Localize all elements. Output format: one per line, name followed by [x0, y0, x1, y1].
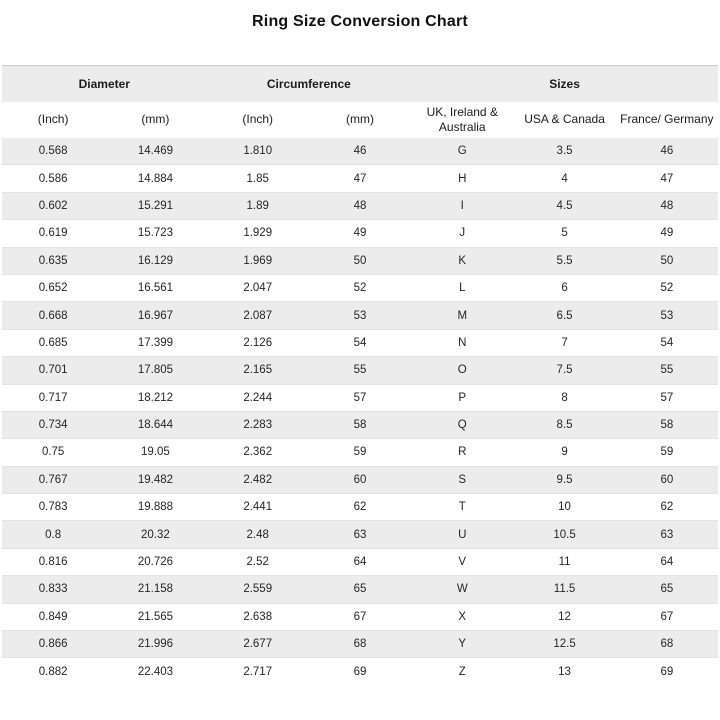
table-cell: H — [411, 165, 513, 192]
table-cell: U — [411, 521, 513, 548]
table-cell: 16.129 — [104, 247, 206, 274]
table-cell: 10 — [513, 494, 615, 521]
table-cell: 0.717 — [2, 384, 104, 411]
table-body — [2, 138, 718, 686]
table-cell: P — [411, 384, 513, 411]
table-cell: 52 — [616, 274, 718, 301]
group-header-diameter: Diameter — [78, 76, 130, 91]
table-cell: 53 — [616, 302, 718, 329]
table-cell: 46 — [309, 138, 411, 165]
table-cell: G — [411, 138, 513, 165]
table-cell: M — [411, 302, 513, 329]
table-row — [2, 274, 718, 301]
group-header-circumference: Circumference — [266, 76, 351, 91]
table-row — [2, 521, 718, 548]
table-row — [2, 494, 718, 521]
table-cell: 2.087 — [207, 302, 309, 329]
table-cell: W — [411, 576, 513, 603]
table-cell: 69 — [660, 665, 674, 678]
table-cell: 47 — [616, 165, 718, 192]
table-cell: 47 — [309, 165, 411, 192]
table-cell: 14.884 — [104, 165, 206, 192]
table-row — [2, 658, 718, 685]
table-cell: 0.75 — [2, 439, 104, 466]
table-header — [2, 66, 718, 138]
table-cell: 3.5 — [513, 138, 615, 165]
table-cell: 2.559 — [207, 576, 309, 603]
table-cell: 13 — [558, 665, 571, 678]
table-row — [2, 384, 718, 411]
table-cell: 15.291 — [104, 192, 206, 219]
table-cell: 10.5 — [513, 521, 615, 548]
table-cell: 64 — [309, 548, 411, 575]
table-cell: 0.8 — [2, 521, 104, 548]
table-cell: 62 — [309, 494, 411, 521]
table-cell: T — [411, 494, 513, 521]
table-cell: 4 — [513, 165, 615, 192]
table-cell: V — [411, 548, 513, 575]
table-row — [2, 247, 718, 274]
table-cell: 2.362 — [207, 439, 309, 466]
column-header-uk-ireland-australia: UK, Ireland & Australia — [426, 104, 498, 134]
table-cell: 60 — [309, 466, 411, 493]
table-row — [2, 631, 718, 658]
table-cell: 6.5 — [513, 302, 615, 329]
table-cell: 18.644 — [104, 411, 206, 438]
table-cell: 0.866 — [2, 631, 104, 658]
table-cell: 19.05 — [104, 439, 206, 466]
column-header-circumference-mm: (mm) — [345, 112, 374, 126]
table-cell: 55 — [309, 357, 411, 384]
table-row — [2, 439, 718, 466]
table-cell: 0.635 — [2, 247, 104, 274]
table-cell: 0.652 — [2, 274, 104, 301]
table-cell: 5 — [513, 220, 615, 247]
table-row — [2, 165, 718, 192]
table-cell: 64 — [616, 548, 718, 575]
column-header-row — [2, 102, 718, 138]
table-cell: J — [411, 220, 513, 247]
table-cell: 17.805 — [104, 357, 206, 384]
table-cell: 18.212 — [104, 384, 206, 411]
table-cell: 2.244 — [207, 384, 309, 411]
table-cell: 49 — [309, 220, 411, 247]
table-cell: Y — [411, 631, 513, 658]
table-cell: 50 — [309, 247, 411, 274]
table-cell: 53 — [309, 302, 411, 329]
table-cell: 2.047 — [207, 274, 309, 301]
table-cell: 54 — [616, 329, 718, 356]
table-cell: 67 — [309, 603, 411, 630]
table-cell: 68 — [616, 631, 718, 658]
table-cell: 68 — [309, 631, 411, 658]
table-cell: Q — [411, 411, 513, 438]
table-row — [2, 357, 718, 384]
table-cell: 67 — [616, 603, 718, 630]
table-cell: 63 — [309, 521, 411, 548]
table-row — [2, 466, 718, 493]
table-cell: 9 — [513, 439, 615, 466]
table-cell: 2.482 — [207, 466, 309, 493]
table-cell: 2.638 — [207, 603, 309, 630]
table-row — [2, 411, 718, 438]
table-cell: 6 — [513, 274, 615, 301]
column-header-diameter-inch: (Inch) — [37, 112, 69, 126]
table-cell: 60 — [616, 466, 718, 493]
table-cell: 55 — [616, 357, 718, 384]
table-cell: 11.5 — [513, 576, 615, 603]
table-cell: 1.810 — [207, 138, 309, 165]
table-cell: 11 — [513, 548, 615, 575]
table-cell: 0.767 — [2, 466, 104, 493]
table-cell: 63 — [616, 521, 718, 548]
table-cell: 20.726 — [104, 548, 206, 575]
table-cell: 57 — [616, 384, 718, 411]
table-row — [2, 138, 718, 165]
table-cell: 50 — [616, 247, 718, 274]
table-cell: 57 — [309, 384, 411, 411]
table-cell: 0.568 — [2, 138, 104, 165]
table-cell: 9.5 — [513, 466, 615, 493]
table-cell: 19.482 — [104, 466, 206, 493]
table-cell: S — [411, 466, 513, 493]
table-row — [2, 302, 718, 329]
table-cell: 49 — [616, 220, 718, 247]
table-cell: O — [411, 357, 513, 384]
table-cell: 58 — [309, 411, 411, 438]
table-row — [2, 192, 718, 219]
table-cell: 65 — [616, 576, 718, 603]
page-title: Ring Size Conversion Chart — [252, 13, 468, 30]
table-cell: 2.441 — [207, 494, 309, 521]
table-cell: 48 — [309, 192, 411, 219]
table-cell: 62 — [616, 494, 718, 521]
group-header-row — [2, 66, 718, 102]
table-cell: 20.32 — [104, 521, 206, 548]
column-header-france-germany: France/ Germany — [620, 112, 714, 126]
table-cell: 65 — [309, 576, 411, 603]
table-cell: L — [411, 274, 513, 301]
table-cell: 0.833 — [2, 576, 104, 603]
conversion-table — [2, 65, 718, 685]
table-row — [2, 220, 718, 247]
table-cell: 0.849 — [2, 603, 104, 630]
table-cell: 1.89 — [207, 192, 309, 219]
table-cell: 12.5 — [513, 631, 615, 658]
column-header-circumference-inch: (Inch) — [242, 112, 274, 126]
table-cell: 8.5 — [513, 411, 615, 438]
table-cell: 16.967 — [104, 302, 206, 329]
table-cell: 59 — [616, 439, 718, 466]
table-cell: 4.5 — [513, 192, 615, 219]
table-cell: 2.717 — [243, 665, 273, 678]
column-header-usa-canada: USA & Canada — [524, 112, 605, 126]
table-cell: 0.619 — [2, 220, 104, 247]
group-header-sizes: Sizes — [549, 76, 580, 91]
column-header-diameter-mm: (mm) — [141, 112, 170, 126]
table-cell: 16.561 — [104, 274, 206, 301]
table-cell: 0.602 — [2, 192, 104, 219]
table-cell: 48 — [616, 192, 718, 219]
table-row — [2, 603, 718, 630]
table-cell: 0.816 — [2, 548, 104, 575]
table-cell: 8 — [513, 384, 615, 411]
table-cell: 69 — [353, 665, 367, 678]
table-cell: 0.701 — [2, 357, 104, 384]
table-cell: 22.403 — [137, 665, 174, 678]
table-cell: X — [411, 603, 513, 630]
table-cell: 21.158 — [104, 576, 206, 603]
table-cell: 2.48 — [207, 521, 309, 548]
table-cell: 21.996 — [104, 631, 206, 658]
table-cell: Z — [458, 665, 466, 678]
table-cell: 1.929 — [207, 220, 309, 247]
table-cell: 54 — [309, 329, 411, 356]
table-row — [2, 329, 718, 356]
table-cell: 59 — [309, 439, 411, 466]
table-cell: 19.888 — [104, 494, 206, 521]
table-cell: 15.723 — [104, 220, 206, 247]
table-cell: 2.126 — [207, 329, 309, 356]
table-cell: 1.85 — [207, 165, 309, 192]
table-cell: 1.969 — [207, 247, 309, 274]
table-cell: 0.882 — [38, 665, 68, 678]
table-cell: 0.586 — [2, 165, 104, 192]
table-cell: 2.165 — [207, 357, 309, 384]
table-cell: 0.783 — [2, 494, 104, 521]
table-cell: 5.5 — [513, 247, 615, 274]
table-cell: R — [411, 439, 513, 466]
table-cell: 12 — [513, 603, 615, 630]
table-cell: 0.734 — [2, 411, 104, 438]
table-cell: I — [411, 192, 513, 219]
table-cell: 7.5 — [513, 357, 615, 384]
table-cell: N — [411, 329, 513, 356]
table-cell: 46 — [616, 138, 718, 165]
table-cell: 52 — [309, 274, 411, 301]
table-cell: 17.399 — [104, 329, 206, 356]
table-cell: 0.685 — [2, 329, 104, 356]
table-row — [2, 548, 718, 575]
table-cell: 2.677 — [207, 631, 309, 658]
table-cell: 2.52 — [207, 548, 309, 575]
table-cell: 0.668 — [2, 302, 104, 329]
table-cell: 21.565 — [104, 603, 206, 630]
table-cell: 2.283 — [207, 411, 309, 438]
table-row — [2, 576, 718, 603]
table-cell: K — [411, 247, 513, 274]
table-cell: 7 — [513, 329, 615, 356]
table-cell: 58 — [616, 411, 718, 438]
table-cell: 14.469 — [104, 138, 206, 165]
